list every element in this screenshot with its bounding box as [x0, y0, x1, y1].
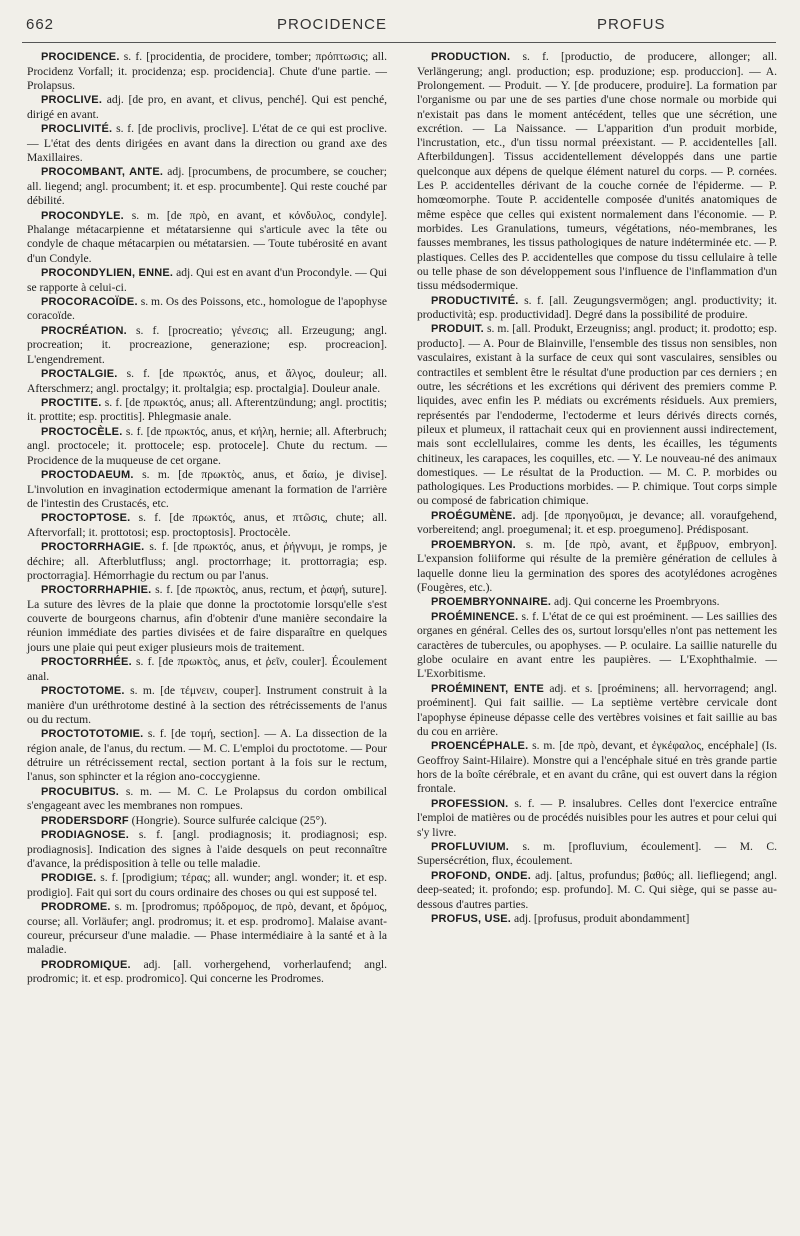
dictionary-entry [27, 727, 387, 785]
running-head-left: PROCIDENCE [277, 16, 388, 33]
entry-headword: PRODROMIQUE. [41, 958, 131, 971]
entry-text: adj. [all. vorhergehend, vorherlaufend; angl. prodromic; it. et esp. prodromico]. Qui concerne les Prodromes. [27, 957, 387, 986]
running-head-right: PROFUS [597, 16, 666, 33]
entry-headword: PROCORACOÏDE. [41, 295, 138, 308]
entry-text: adj. Qui est en avant d'un Procondyle. — Qui se rapporte à celui-ci. [27, 266, 387, 294]
dictionary-entry [27, 583, 387, 655]
entry-headword: PROCONDYLE. [41, 209, 124, 222]
entry-headword: PROCIDENCE. [41, 51, 120, 63]
entry-text: s. f. [de πρωκτός, anus, et κήλη, hernie; all. Afterbruch; angl. proctocele; it. prottocele; esp. protocele]. Chute du rectum. — Procidence de la muqueuse de cet organe. [27, 424, 387, 467]
entry-headword: PRODERSDORF [41, 814, 129, 827]
entry-text: s. m. [de τέμνειν, couper]. Instrument construit à la manière d'un uréthrotome destiné à la section des rétrécissements de l'anus ou du rectum. [27, 684, 387, 726]
dictionary-entry [27, 511, 387, 540]
entry-headword: PRODUCTIVITÉ. [431, 294, 519, 307]
dictionary-entry [417, 797, 777, 840]
entry-headword: PRODUIT. [431, 323, 484, 336]
entry-headword: PROCOMBANT, ANTE. [41, 166, 164, 179]
dictionary-entry [27, 871, 387, 900]
dictionary-entry [417, 509, 777, 538]
entry-headword: PROFLUVIUM. [431, 840, 509, 853]
entry-headword: PROCTODAEUM. [41, 468, 134, 481]
entry-text: adj. Qui concerne les Proembryons. [554, 595, 720, 609]
entry-text: s. m. [prodromus; πρόδρομος, de πρὸ, devant, et δρόμος, course; all. Vorläufer; angl. prodromus; it. et esp. prodromo]. Malaise avant-coureur, précurseur d'une maladie. — Phase intermédiaire à la santé et à la maladie. [27, 900, 388, 957]
entry-headword: PROCTOTOME. [41, 685, 125, 697]
entry-headword: PRODROME. [41, 901, 111, 914]
entry-headword: PRODIGE. [41, 872, 97, 885]
dictionary-entry [27, 540, 387, 583]
entry-text: s. f. [de proclivis, proclive]. L'état de ce qui est proclive. — L'état des dents dirigées en avant dans la direction ou grand axe des Maxillaires. [27, 122, 388, 164]
entry-headword: PROCLIVE. [41, 94, 103, 107]
dictionary-entry [27, 655, 387, 684]
dictionary-entry [27, 468, 387, 511]
entry-text: s. f. [productio, de producere, allonger; all. Verlängerung; angl. production; esp. produzione; esp. produccion]. — A. Prolongement. — Produit. — Y. [de producere, produire]. La formation par l'organisme ou par une de ses parties d'une chose normale ou morbide qui n'existait pas dans le moment antécédent, telles que une sécrétion, une excrétion. — La Naissance. — L'apparition d'un produit morbide, l'incrustation, etc., d'un tissu normal préexistant. — P. accidentelles [all. Afterbildungen]. Tissus accidentellement développés dans une partie quelconque aux dépens de quelque élément naturel du corps. — P. cornées. Les P. accidentelles dérivant de la couche cornée de l'épiderme. — P. homœomorphe. Toute P. accidentelle composée d'unités anatomiques de même espèce que celles qui existent normalement dans l'économie. — P. morbides. Les Granulations, tumeurs, végétations, néo-membranes, les fausses membranes, les tissus pathologiques de nature indéterminée etc. — P. plastiques. Celles des P. accidentelles que compose du tissu cellulaire à telle ou telle phase de son développement sous l'influence de l'inflammation d'un tissu médsodermique. [417, 50, 777, 293]
entry-text: s. m. [de πρὸ, avant, et ἔμβρυον, embryon]. L'expansion foliiforme qui résulte de la première génération de cellules à laquelle donne lieu la germination des spores des acotylédones acrogènes (Fougères, etc.). [417, 537, 777, 594]
dictionary-entry [417, 840, 777, 869]
entry-text: s. f. [de πρωκτὸς, anus, rectum, et ῥαφή, suture]. La suture des lèvres de la plaie que donne la proctotomie lorsqu'elle s'est couverte de bourgeons charnus, afin d'obtenir d'une manière secondaire la réunion immédiate des parties divisées et de faire disparaître en quelques jours une plaie qui peut exiger plusieurs mois de traitement. [27, 583, 387, 654]
dictionary-entry [27, 266, 387, 295]
entry-headword: PROFUS, USE. [431, 912, 512, 925]
entry-headword: PROENCÉPHALE. [431, 740, 529, 753]
entry-text: adj. [profusus, produit abondamment] [513, 911, 690, 925]
entry-text: s. f. — P. insalubres. Celles dont l'exercice entraîne l'emploi de matières ou de procédés nuisibles pour les autres et pour celui qui s'y livre. [417, 796, 778, 839]
entry-headword: PROCTORRHÉE. [41, 656, 132, 669]
entry-text: s. f. [prodigium; τέρας; all. wunder; angl. wonder; it. et esp. prodigio]. Fait qui sort du cours ordinaire des choses ou qui est supposé tel. [27, 871, 387, 899]
entry-headword: PROCTOCÈLE. [41, 425, 123, 438]
dictionary-entry [417, 869, 777, 912]
entry-text: s. f. [de πρωκτός, anus, et ῥήγνυμι, je romps, je déchire; all. Afterblutfluss; angl. proctorrhage; it. prottorragia; esp. proctorragia]. Hémorrhagie du rectum ou par l'anus. [27, 540, 387, 582]
dictionary-entry [417, 682, 777, 740]
dictionary-entry [417, 610, 777, 682]
entry-text: s. m. [de πρωκτὸς, anus, et δαίω, je divise]. L'involution en invagination ectodermique amenant la formation de l'arrière de l'intestin des Crustacés, etc. [27, 467, 387, 510]
page-number: 662 [26, 16, 55, 33]
entry-text: adj. et s. [proéminens; all. hervorragend; angl. proéminent]. Qui fait saillie. — La septième vertèbre cervicale dont l'apophyse épineuse dépasse celle des vertèbres voisines et fait saillie au bas du cou en arrière. [417, 681, 777, 738]
dictionary-entry [27, 900, 387, 958]
page-header [22, 8, 776, 43]
right-column [417, 50, 777, 927]
left-column [27, 50, 387, 987]
dictionary-entry [27, 93, 387, 122]
dictionary-entry [27, 958, 387, 987]
entry-text: s. m. [de πρὸ, devant, et ἐγκέφαλος, encéphale] (Is. Geoffroy Saint-Hilaire). Monstre qui a l'encéphale situé en très grande partie hors de la boîte cérébrale, et en avant du crâne, qui est ouvert dans la région frontale. [417, 739, 777, 796]
entry-headword: PROCTOTOTOMIE. [41, 728, 144, 741]
entry-headword: PROCONDYLIEN, ENNE. [41, 267, 174, 280]
entry-headword: PROCTALGIE. [41, 368, 118, 380]
entry-text: s. f. [de τομή, section]. — A. La dissection de la région anale, de l'anus, du rectum. — M. C. L'emploi du proctotome. — Pour détruire un rétrécissement rectal, section portant à la fois sur le rectum, l'anus, son sphincter et la région ano-coccygienne. [27, 727, 387, 784]
entry-headword: PROFESSION. [431, 797, 509, 810]
dictionary-entry [27, 324, 387, 367]
dictionary-entry [417, 538, 777, 596]
entry-headword: PROÉGUMÈNE. [431, 509, 516, 522]
entry-headword: PROÉMINENCE. [431, 610, 519, 623]
dictionary-entry [27, 814, 387, 829]
entry-headword: PROEMBRYON. [431, 538, 516, 551]
entry-text: s. m. Os des Poissons, etc., homologue de l'apophyse coracoïde. [27, 294, 387, 323]
entry-text: s. m. [all. Produkt, Erzeugniss; angl. product; it. prodotto; esp. producto]. — A. Pour de Blainville, l'ensemble des tissus non sensibles, non vasculaires, existant à la surface de ceux qui sont vasculaires, sensibles ou contractiles et semblent être le résultat d'une production par ces derniers ; en outre, les sécrétions et les excrétions qui dérivent des premiers comme P. liquides, avec enfin les P. médiats ou excréments résiduels. Aux premiers, représentés par l'endoderme, l'ectoderme et leurs dérivés directs cornés, pileux et plumeux, il rattachait ceux qui en proviennent aussi indirectement, mais sont ecclellulaires, comme les dents, les écailles, les téguments chitineux, les carapaces, les coquilles, etc. — Y. Le nouveau-né des animaux domestiques. — Le résultat de la Production. — M. C. P. morbides ou pathologiques. Les Productions morbides. — P. chimique. Tout corps simple ou composé de fabrication chimique. [417, 322, 777, 508]
dictionary-entry [27, 165, 387, 208]
entry-headword: PROEMBRYONNAIRE. [431, 596, 552, 609]
dictionary-entry [27, 396, 387, 425]
entry-text: s. f. [procidentia, de procidere, tomber; πρόπτωσις; all. Procidenz Vorfall; it. procidenza; esp. procidencia]. Chute d'une partie. — Prolapsus. [27, 50, 387, 92]
entry-headword: PROÉMINENT, ENTE [431, 682, 545, 695]
dictionary-entry [417, 912, 777, 927]
entry-text: s. f. [de πρωκτός, anus, et ἄλγος, douleur; all. Afterschmerz; angl. proctalgy; it. proltalgia; esp. proctalgia]. Douleur anale. [27, 367, 387, 395]
entry-headword: PROCTITE. [41, 396, 102, 409]
entry-headword: PROCTORRHAGIE. [41, 541, 145, 554]
dictionary-entry [27, 785, 387, 814]
dictionary-entry [27, 295, 387, 324]
entry-text: s. f. [procreatio; γένεσις; all. Erzeugung; angl. procreation; it. procreazione, generazione; esp. procreacion]. L'engendrement. [27, 323, 387, 366]
entry-text: s. m. — M. C. Le Prolapsus du cordon ombilical s'engageant avec les membranes non rompues. [27, 784, 387, 813]
entry-text: s. f. [angl. prodiagnosis; it. prodiagnosi; esp. prodiagnosis]. Indication des signes à l'aide desquels on peut reconnaître d'avance, la prédisposition à telle ou telle maladie. [27, 828, 387, 871]
dictionary-entry [417, 739, 777, 797]
dictionary-entry [27, 828, 387, 871]
entry-headword: PROCLIVITÉ. [41, 123, 113, 136]
dictionary-entry [27, 684, 387, 727]
dictionary-entry [417, 322, 777, 508]
entry-headword: PROCUBITUS. [41, 785, 119, 798]
dictionary-entry [27, 122, 387, 165]
dictionary-entry [27, 367, 387, 396]
dictionary-entry [27, 209, 387, 267]
entry-headword: PROFOND, ONDE. [431, 869, 531, 882]
entry-text: adj. [altus, profundus; βαθύς; all. liefliegend; angl. deep-seated; it. profondo; esp. profundo]. M. C. Qui siège, qui se passe au-dessous d'autres parties. [417, 868, 777, 911]
entry-text: adj. [de pro, en avant, et clivus, penché]. Qui est penché, dirigé en avant. [27, 93, 387, 121]
dictionary-entry [27, 50, 387, 93]
dictionary-entry [27, 425, 387, 468]
entry-headword: PRODIAGNOSE. [41, 829, 129, 842]
entry-text: s. f. L'état de ce qui est proéminent. — Les saillies des organes en général. Celles des os, surtout lorsqu'elles n'ont pas nettement les caractères de tubercules, ou apophyses. — P. oculaire. La saillie naturelle du globe oculaire en avant entre les paupières. — L'Exophthalmie. — L'Exorbitisme. [417, 609, 777, 681]
entry-headword: PROCTOPTOSE. [41, 512, 131, 525]
entry-text: s. m. [de πρὸ, en avant, et κόνδυλος, condyle]. Phalange métacarpienne et métatarsienne qui s'articule avec la tête ou condyle de chaque métacarpien ou métatarsien. — Toute tubérosité en avant d'un Condyle. [27, 208, 387, 265]
entry-headword: PROCRÉATION. [41, 324, 127, 337]
entry-headword: PROCTORRHAPHIE. [41, 584, 152, 597]
entry-headword: PRODUCTION. [431, 51, 511, 63]
entry-text: (Hongrie). Source sulfurée calcique (25°). [131, 813, 327, 827]
entry-text: adj. [procumbens, de procumbere, se coucher; all. liegend; angl. procumbent; it. et esp. procumbente]. Qui reste couché par débilité. [27, 165, 387, 208]
entry-text: s. f. [de πρωκτός, anus; all. Afterentzündung; angl. proctitis; it. prottite; esp. proctitis]. Phlegmasie anale. [27, 395, 387, 424]
entry-text: s. f. [de πρωκτὸς, anus, et ῥεῖν, couler]. Écoulement anal. [27, 655, 387, 683]
entry-text: s. m. [profluvium, écoulement]. — M. C. Supersécrétion, flux, écoulement. [417, 839, 777, 868]
entry-text: adj. [de προηγοῦμαι, je devance; all. voraufgehend, vorbereitend; angl. proegumenal; it. et esp. proegumeno]. Prédisposant. [417, 508, 777, 537]
dictionary-entry [417, 294, 777, 323]
dictionary-entry [417, 50, 777, 294]
entry-text: s. f. [de πρωκτός, anus, et πτῶσις, chute; all. Aftervorfall; it. prottotosi; esp. proctoptosis]. Proctocèle. [27, 511, 387, 539]
dictionary-entry [417, 595, 777, 610]
entry-text: s. f. [all. Zeugungsvermögen; angl. productivity; it. productività; esp. productividad]. Degré dans la possibilité de produire. [417, 293, 777, 322]
